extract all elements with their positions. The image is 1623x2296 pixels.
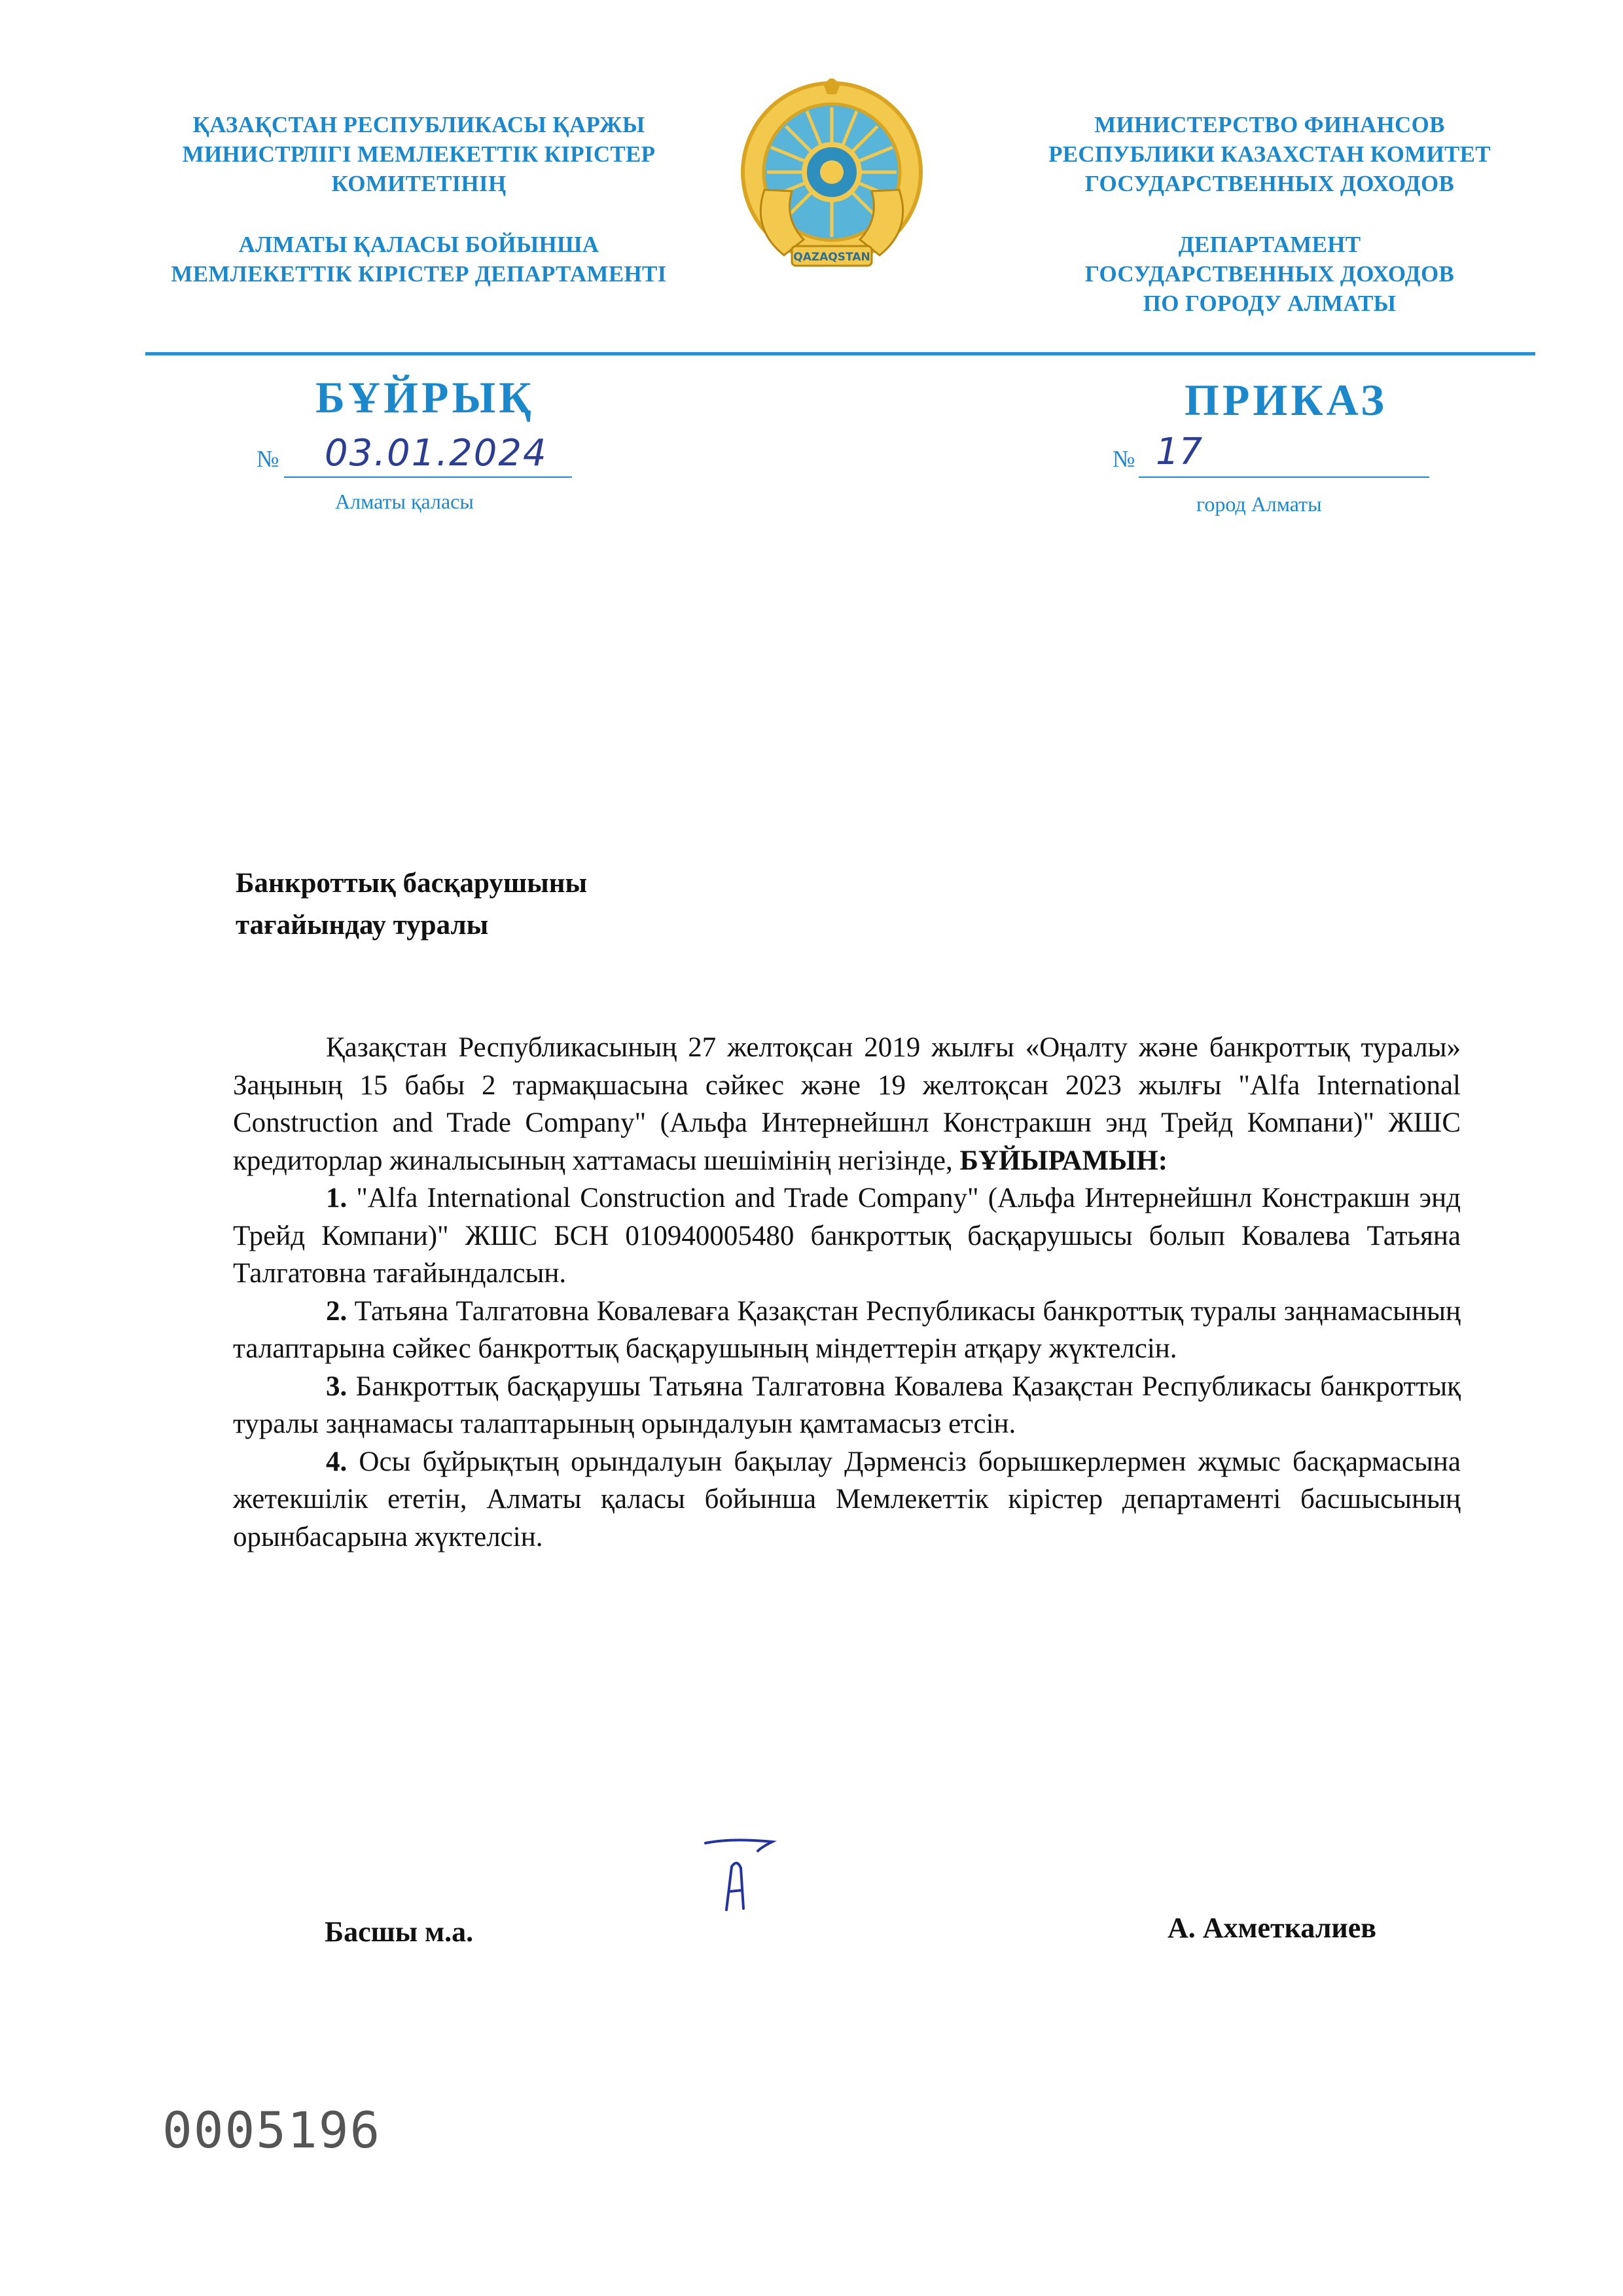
city-kz: Алматы қаласы	[335, 490, 474, 513]
subject-line-2: тағайындау туралы	[236, 910, 489, 941]
header-left-line-3: КОМИТЕТІНІҢ	[331, 171, 507, 196]
item-text: Банкроттық басқарушы Татьяна Талгатовна Ковалева Қазақстан Республикасы банкроттық туралы заңнамасы талаптарының орындалуын қамтамасыз етсін.	[233, 1371, 1461, 1439]
item-number: 1.	[326, 1183, 348, 1213]
header-left-block	[131, 110, 707, 289]
item-text: Осы бұйрықтың орындалуын бақылау Дәрменсіз борышкерлермен жұмыс басқармасына жетекшілік ететін, Алматы қаласы бойынша Мемлекеттік кірістер департаменті басшысының орынбасарына жүктелсін.	[233, 1446, 1461, 1552]
number-underline	[1139, 476, 1429, 478]
list-item	[233, 1443, 1461, 1556]
header-right-line-5: ГОСУДАРСТВЕННЫХ ДОХОДОВ	[1084, 261, 1455, 287]
preamble-text: Қазақстан Республикасының 27 желтоқсан 2019 жылғы «Оңалту және банкроттық туралы» Заңының 15 бабы 2 тармақшасына сәйкес және 19 желтоқсан 2023 жылғы "Alfa International Construction and Trade Company" (Альфа Интернейшнл Констракшн энд Трейд Компани)" ЖШС кредиторлар жиналысының хаттамасы шешімінің негізінде,	[233, 1032, 1461, 1176]
header-divider	[145, 352, 1535, 355]
header-right-block	[1021, 110, 1518, 318]
list-item	[233, 1179, 1461, 1293]
resolution-word: БҰЙЫРАМЫН:	[959, 1145, 1168, 1176]
handwritten-order-number: 17	[1156, 431, 1203, 473]
list-item	[233, 1368, 1461, 1443]
item-text: Татьяна Талгатовна Ковалеваға Қазақстан Республикасы банкроттық туралы заңнамасының талаптарына сәйкес банкроттық басқарушының міндеттерін атқару жүктелсін.	[233, 1295, 1461, 1364]
handwritten-initials-icon	[694, 1825, 805, 1936]
number-sign-left: №	[257, 446, 279, 472]
header-right-line-2: РЕСПУБЛИКИ КАЗАХСТАН КОМИТЕТ	[1048, 141, 1491, 167]
header-right-line-3: ГОСУДАРСТВЕННЫХ ДОХОДОВ	[1084, 171, 1455, 196]
preamble-paragraph	[233, 1029, 1461, 1179]
header-right-line-1: МИНИСТЕРСТВО ФИНАНСОВ	[1094, 112, 1445, 137]
item-text: "Alfa International Construction and Trade Company" (Альфа Интернейшнл Констракшн энд Трейд Компани)" ЖШС БСН 010940005480 банкроттық басқарушысы болып Ковалева Татьяна Талгатовна тағайындалсын.	[233, 1183, 1461, 1289]
subject-line-1: Банкроттық басқарушыны	[236, 868, 588, 899]
number-sign-right: №	[1113, 446, 1135, 472]
date-underline	[284, 476, 572, 478]
header-left-line-1: ҚАЗАҚСТАН РЕСПУБЛИКАСЫ ҚАРЖЫ	[192, 112, 645, 137]
header-left-line-2: МИНИСТРЛІГІ МЕМЛЕКЕТТІК КІРІСТЕР	[182, 141, 656, 167]
header-right-line-6: ПО ГОРОДУ АЛМАТЫ	[1143, 291, 1397, 316]
state-emblem-icon	[738, 79, 925, 285]
serial-number: 0005196	[162, 2101, 382, 2159]
order-type-ru: ПРИКАЗ	[1185, 375, 1387, 425]
item-number: 2.	[326, 1295, 348, 1327]
list-item	[233, 1293, 1461, 1368]
signatory-name: А. Ахметкалиев	[1168, 1912, 1377, 1944]
header-left-line-5: МЕМЛЕКЕТТІК КІРІСТЕР ДЕПАРТАМЕНТІ	[171, 261, 667, 287]
signatory-position: Басшы м.а.	[325, 1916, 474, 1948]
header-right-line-4: ДЕПАРТАМЕНТ	[1178, 232, 1361, 257]
order-body	[233, 1029, 1461, 1556]
handwritten-date: 03.01.2024	[325, 432, 548, 475]
item-number: 4.	[326, 1446, 348, 1477]
emblem-ribbon-text: QAZAQSTAN	[793, 251, 870, 264]
item-number: 3.	[326, 1371, 348, 1402]
order-type-kz: БҰЙРЫҚ	[315, 372, 535, 422]
city-ru: город Алматы	[1196, 492, 1322, 516]
header-left-line-4: АЛМАТЫ ҚАЛАСЫ БОЙЫНША	[238, 232, 599, 257]
order-subject	[236, 863, 587, 946]
